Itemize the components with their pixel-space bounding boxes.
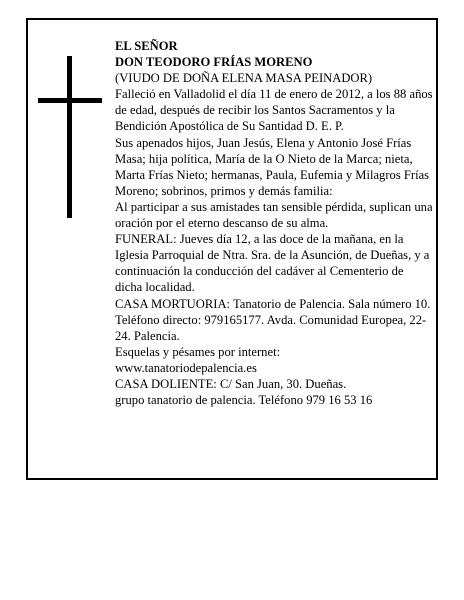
mortuary-paragraph: CASA MORTUORIA: Tanatorio de Palencia. Sala número 10. Teléfono directo: 979165177. Avda. Comunidad Europea, 22-24. Palencia. — [115, 296, 431, 343]
internet-url: www.tanatoriodepalencia.es — [115, 360, 257, 375]
heading-line-1: EL SEÑOR — [115, 39, 178, 53]
footer-text: grupo tanatorio de palencia. Teléfono 979 16 53 16 — [115, 393, 373, 408]
subtitle: (VIUDO DE DOÑA ELENA MASA PEINADOR) — [115, 71, 373, 86]
death-paragraph: Falleció en Valladolid el día 11 de enero de 2012, a los 88 años de edad, después de recibir los Santos Sacramentos y la Bendición Apostólica de Su Santidad D. E. P. — [115, 87, 433, 134]
deceased-name: DON TEODORO FRÍAS MORENO — [115, 55, 313, 70]
request-paragraph: Al participar a sus amistades tan sensible pérdida, suplican una oración por el eterno descanso de su alma. — [115, 199, 433, 231]
cross-vertical-bar — [67, 56, 72, 218]
cross-horizontal-bar — [38, 98, 102, 103]
funeral-paragraph: FUNERAL: Jueves día 12, a las doce de la mañana, en la Iglesia Parroquial de Ntra. Sra. de la Asunción, de Dueñas, y a continuación la conducción del cadáver al Cementerio de dicha localidad. — [115, 232, 430, 295]
internet-label: Esquelas y pésames por internet: — [115, 344, 281, 359]
doliente-paragraph: CASA DOLIENTE: C/ San Juan, 30. Dueñas. — [115, 376, 347, 391]
obituary-text — [115, 38, 433, 408]
family-paragraph: Sus apenados hijos, Juan Jesús, Elena y Antonio José Frías Masa; hija política, María de la O Nieto de la Marca; nieta, Marta Frías Nieto; hermanas, Paula, Eufemia y Milagros Frías Moreno; sobrinos, primos y demás familia: — [115, 135, 430, 198]
obituary-frame — [26, 18, 438, 480]
cross-icon — [38, 56, 102, 218]
